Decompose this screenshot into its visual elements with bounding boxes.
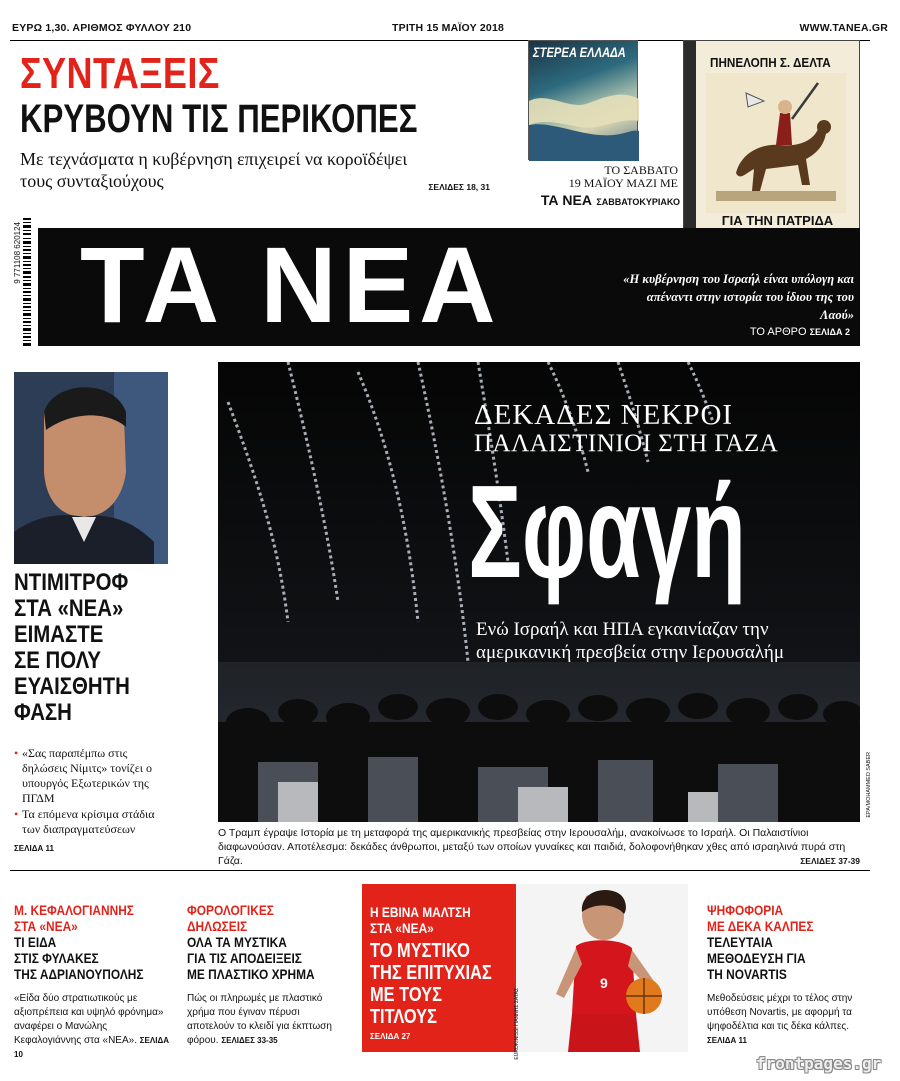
story-page: ΣΕΛΙΔΑ 10 [14,1036,169,1059]
story-kicker: Μ. ΚΕΦΑΛΟΓΙΑΝΝΗΣ [14,902,134,918]
website-url[interactable]: WWW.TANEA.GR [799,22,888,34]
promo-line-2: 19 ΜΑΪΟΥ ΜΑΖΙ ΜΕ [568,176,678,190]
story-body [707,992,867,1048]
dimitrov-bullet: • Τα επόμενα κρίσιμα στάδια των διαπραγματεύσεων [14,807,174,837]
main-subtitle: Ενώ Ισραήλ και ΗΠΑ εγκαινίαζαν την αμερικανική πρεσβεία στην Ιερουσαλήμ [476,619,785,663]
promo-date-text [528,164,678,190]
editorial-source-label: ΤΟ ΑΡΘΡΟ [749,326,807,338]
lead-kicker: ΣΥΝΤΑΞΕΙΣ [20,49,220,98]
promo-cover-title: ΣΤΕΡΕΑ ΕΛΛΑΔΑ [533,44,626,60]
story-body-text: «Είδα δύο στρατιωτικούς με αξιοπρέπεια και υψηλό φρόνημα» αναφέρει ο Μανώλης Κεφαλογιάννης στα «ΝΕΑ». [14,993,164,1046]
story-headline-line: ΟΛΑ ΤΑ ΜΥΣΤΙΚΑ [187,934,287,950]
maltsi-story[interactable] [362,884,688,1052]
story-headline-line: ΤΗ NOVARTIS [707,966,787,982]
barcode-number: 9 771108 620124 [13,222,22,284]
dimitrov-page: ΣΕΛΙΔΑ 11 [14,844,54,853]
book-author: ΠΗΝΕΛΟΠΗ Σ. ΔΕΛΤΑ [710,55,831,70]
story-body [187,992,347,1048]
portrait-image [14,372,168,564]
top-info-bar [12,22,888,38]
jersey-number: 9 [600,975,608,991]
story-headline-line: ΜΕΘΟΔΕΥΣΗ ΓΙΑ [707,950,806,966]
main-photo-credit: EPA/MOHAMMED SABER [866,752,872,818]
story-kicker: ΔΗΛΩΣΕΙΣ [187,918,248,934]
story-headline-line: ΤΕΛΕΥΤΑΙΑ [707,934,773,950]
main-kicker-1: ΔΕΚΑΔΕΣ ΝΕΚΡΟΙ [474,399,734,431]
story-headline-line: ΓΙΑ ΤΙΣ ΑΠΟΔΕΙΞΕΙΣ [187,950,302,966]
story-page: ΣΕΛΙΔΑ 11 [707,1036,747,1045]
dimitrov-photo[interactable] [14,372,168,564]
dimitrov-headline[interactable] [14,570,150,726]
story-kicker: ΨΗΦΟΦΟΡΙΑ [707,902,784,918]
dimitrov-headline-line: ΕΙΜΑΣΤΕ [14,621,104,648]
main-headline[interactable]: Σφαγή [468,458,747,605]
promo-brand-suffix: ΣΑΒΒΑΤΟΚΥΡΙΑΚΟ [596,197,680,207]
bottom-divider [10,870,870,871]
issue-info: ΕΥΡΩ 1,30. ΑΡΙΘΜΟΣ ΦΥΛΛΟΥ 210 [12,22,192,34]
dimitrov-headline-line: ΕΥΑΙΣΘΗΤΗ [14,673,130,700]
story-headline-line: ΤΗΣ ΕΠΙΤΥΧΙΑΣ [370,962,492,984]
maltsi-headline [370,940,492,1028]
promo-cover-image [528,40,638,160]
main-kicker-2: ΠΑΛΑΙΣΤΙΝΙΟΙ ΣΤΗ ΓΑΖΑ [474,430,779,457]
editorial-source [750,326,850,338]
novartis-story[interactable] [707,902,867,1048]
book-title: ΓΙΑ ΤΗΝ ΠΑΤΡΙΔΑ [721,213,834,228]
story-body-text: Μεθοδεύσεις μέχρι το τέλος στην υπόθεση Novartis, με αφορμή τα ψηφοδέλτια και τις δέκα κάλπες. [707,993,853,1032]
story-headline-line: ΜΕ ΤΟΥΣ [370,984,442,1006]
maltsi-page: ΣΕΛΙΔΑ 27 [370,1032,411,1041]
dimitrov-headline-line: ΣΤΑ «ΝΕΑ» [14,595,124,622]
masthead-logo: ΤΑ ΝΕΑ [80,224,502,345]
story-kicker: ΜΕ ΔΕΚΑ ΚΑΛΠΕΣ [707,918,814,934]
masthead[interactable] [38,224,860,346]
horseman-illustration [706,73,846,213]
weekend-promo[interactable] [528,40,683,215]
story-page: ΣΕΛΙΔΕΣ 33-35 [221,1036,278,1045]
issue-date: ΤΡΙΤΗ 15 ΜΑΪΟΥ 2018 [392,22,505,34]
lead-subtitle: Με τεχνάσματα η κυβέρνηση επιχειρεί να κοροϊδέψει τους συνταξιούχους [20,149,408,191]
story-kicker: Η ΕΒΙΝΑ ΜΑΛΤΣΗ [370,904,471,920]
site-watermark: frontpages.gr [756,1054,882,1073]
story-headline-line: ΜΕ ΠΛΑΣΤΙΚΟ ΧΡΗΜΑ [187,966,315,982]
story-headline-line: ΤΟ ΜΥΣΤΙΚΟ [370,940,470,962]
maltsi-kicker [370,904,471,936]
lead-story[interactable] [20,49,500,202]
promo-brand [528,192,680,210]
main-caption: Ο Τραμπ έγραψε Ιστορία με τη μεταφορά της αμερικανικής πρεσβείας στην Ιερουσαλήμ, ανακοίνωσε το Ισραήλ. Οι Παλαιστίνιοι διαφωνούσαν. Αποτέλεσμα: δεκάδες άνθρωποι, μεταξύ των οποίων γυναίκες και παιδιά, δολοφονήθηκαν χθες από ισραηλινά πυρά στη Γάζα. [218,827,846,867]
book-spine [684,41,696,253]
dimitrov-headline-line: ΣΕ ΠΟΛΥ [14,647,101,674]
story-kicker: ΣΤΑ «ΝΕΑ» [14,918,78,934]
story-kicker: ΣΤΑ «ΝΕΑ» [370,920,434,936]
editorial-quote: «Η κυβέρνηση του Ισραήλ είναι υπόλογη και απέναντι στην ιστορία του ίδιου της του Λαού» [623,272,854,322]
dimitrov-headline-line: ΦΑΣΗ [14,699,72,726]
basketball-player-image [516,884,688,1052]
lead-pages: ΣΕΛΙΔΕΣ 18, 31 [428,182,490,192]
maltsi-photo-credit: EUROKINISSI ΓΙΑΝΝΗΣ ΣΑΤΑΣ [514,988,520,1060]
book-offer[interactable] [683,40,860,254]
dimitrov-bullet: • «Σας παραπέμπω στις δηλώσεις Νίμιτς» τονίζει ο υπουργός Εξωτερικών της ΠΓΔΜ [14,746,174,806]
main-pages: ΣΕΛΙΔΕΣ 37-39 [800,856,860,866]
story-kicker: ΦΟΡΟΛΟΓΙΚΕΣ [187,902,274,918]
basketball-player-photo [516,884,688,1052]
story-headline-line: ΤΗΣ ΑΔΡΙΑΝΟΥΠΟΛΗΣ [14,966,144,982]
kefalogiannis-story[interactable] [14,902,169,1062]
story-headline-line: ΤΙΤΛΟΥΣ [370,1006,437,1028]
editorial-source-page: ΣΕΛΙΔΑ 2 [809,327,850,337]
dimitrov-headline-line: ΝΤΙΜΙΤΡΟΦ [14,569,129,596]
story-headline-line: ΤΙ ΕΙΔΑ [14,934,57,950]
promo-brand-name: ΤΑ ΝΕΑ [540,192,592,208]
lead-title: ΚΡΥΒΟΥΝ ΤΙΣ ΠΕΡΙΚΟΠΕΣ [20,97,418,141]
story-body-text: Πώς οι πληρωμές με πλαστικό χρήμα που έγιναν πέρυσι αποτελούν το κλειδί για έκπτωση φόρου. [187,993,332,1046]
tax-story[interactable] [187,902,347,1048]
story-headline-line: ΣΤΙΣ ΦΥΛΑΚΕΣ [14,950,99,966]
promo-line-1: ΤΟ ΣΑΒΒΑΤΟ [604,163,678,177]
dimitrov-bullets [14,746,174,838]
story-body [14,992,169,1062]
